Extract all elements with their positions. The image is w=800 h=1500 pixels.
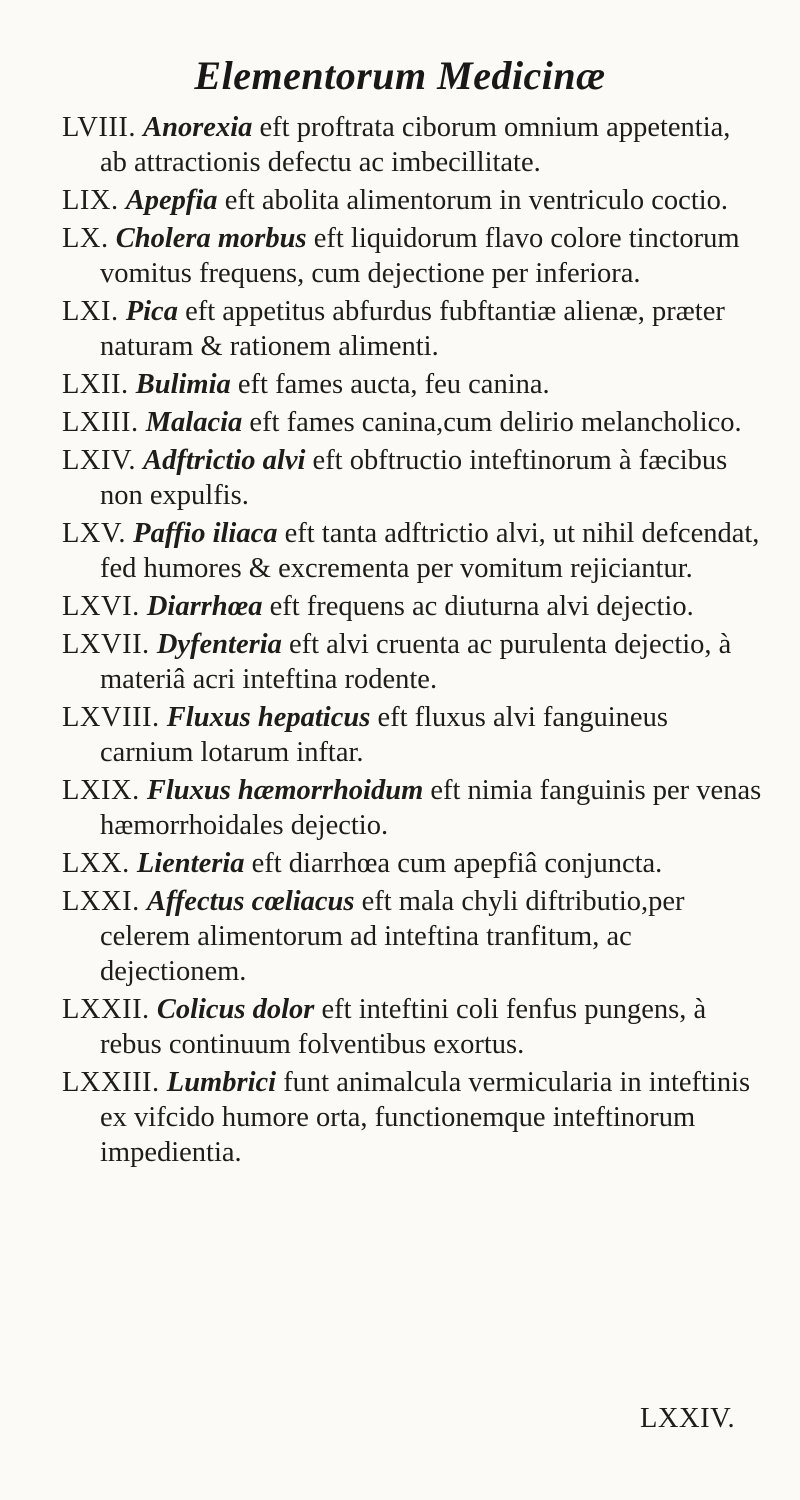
entry-term: Dyfenteria — [156, 629, 282, 660]
entry-text: eft proftrata ciborum omnium appetentia, ab attractionis defectu ac imbecillitate. — [100, 112, 731, 178]
entry-term: Diarrhœa — [146, 591, 263, 622]
definition-entry — [62, 1065, 762, 1170]
entry-term: Malacia — [145, 407, 243, 438]
definition-entry — [62, 589, 762, 624]
definition-entry — [62, 516, 762, 586]
entry-text: eft tanta adftrictio alvi, ut nihil defcendat, fed humores & excrementa per vomitum rejiciantur. — [100, 518, 760, 584]
entry-text: eft fames aucta, feu canina. — [230, 369, 550, 400]
entry-number: LXVIII. — [62, 702, 160, 733]
entry-term: Colicus dolor — [156, 994, 315, 1025]
entry-text: eft obftructio inteftinorum à fæcibus non expulfis. — [100, 445, 728, 511]
entry-number: LVIII. — [62, 112, 136, 143]
entry-term: Fluxus hepaticus — [166, 702, 371, 733]
entry-term: Bulimia — [135, 369, 231, 400]
entry-text: eft liquidorum flavo colore tinctorum vomitus frequens, cum dejectione per inferiora. — [100, 223, 740, 289]
definition-entry — [62, 110, 762, 180]
entry-text: funt animalcula vermicularia in inteftinis ex vifcido humore orta, functionemque inteftinorum impedientia. — [100, 1067, 751, 1168]
entry-term: Pica — [125, 296, 178, 327]
definition-entry — [62, 846, 762, 881]
catchword: LXXIV. — [640, 1403, 736, 1434]
entry-text: eft diarrhœa cum apepfiâ conjuncta. — [244, 848, 663, 879]
definition-entry — [62, 367, 762, 402]
entry-number: LXVI. — [62, 591, 140, 622]
entry-text: eft fames canina,cum delirio melancholico. — [242, 407, 742, 438]
entry-number: LXIV. — [62, 445, 137, 476]
entry-text: eft inteftini coli fenfus pungens, à rebus continuum folventibus exortus. — [100, 994, 707, 1060]
entry-term: Lienteria — [136, 848, 245, 879]
definition-entry — [62, 443, 762, 513]
entry-number: LXV. — [62, 518, 127, 549]
definition-list — [62, 110, 762, 1173]
entry-number: LXIX. — [62, 775, 140, 806]
entry-term: Apepfia — [125, 185, 218, 216]
entry-number: LXVII. — [62, 629, 150, 660]
entry-number: LIX. — [62, 185, 119, 216]
entry-text: eft frequens ac diuturna alvi dejectio. — [262, 591, 694, 622]
entry-term: Cholera morbus — [115, 223, 307, 254]
entry-number: LXII. — [62, 369, 129, 400]
definition-entry — [62, 884, 762, 989]
definition-entry — [62, 294, 762, 364]
entry-term: Anorexia — [143, 112, 253, 143]
entry-term: Fluxus hæmorrhoidum — [146, 775, 424, 806]
entry-number: LXI. — [62, 296, 119, 327]
definition-entry — [62, 700, 762, 770]
entry-text: eft appetitus abfurdus fubftantiæ alienæ, præter naturam & rationem alimenti. — [100, 296, 725, 362]
entry-number: LXIII. — [62, 407, 139, 438]
entry-term: Lumbrici — [166, 1067, 277, 1098]
entry-text: eft fluxus alvi fanguineus carnium lotarum inftar. — [100, 702, 668, 768]
definition-entry — [62, 221, 762, 291]
definition-entry — [62, 992, 762, 1062]
entry-number: LX. — [62, 223, 109, 254]
definition-entry — [62, 183, 762, 218]
entry-number: LXXI. — [62, 886, 140, 917]
entry-term: Affectus cœliacus — [146, 886, 355, 917]
running-head: Elementorum Medicinæ — [194, 53, 606, 98]
definition-entry — [62, 627, 762, 697]
entry-text: eft nimia fanguinis per venas hæmorrhoidales dejectio. — [100, 775, 762, 841]
definition-entry — [62, 405, 762, 440]
entry-text: eft alvi cruenta ac purulenta dejectio, à materiâ acri inteftina rodente. — [100, 629, 732, 695]
entry-text: eft abolita alimentorum in ventriculo coctio. — [217, 185, 729, 216]
entry-term: Adftrictio alvi — [143, 445, 306, 476]
entry-term: Paffio iliaca — [133, 518, 278, 549]
definition-entry — [62, 773, 762, 843]
entry-number: LXXII. — [62, 994, 150, 1025]
entry-number: LXX. — [62, 848, 130, 879]
entry-number: LXXIII. — [62, 1067, 160, 1098]
entry-text: eft mala chyli diftributio,per celerem alimentorum ad inteftina tranfitum, ac dejectionem. — [100, 886, 685, 987]
